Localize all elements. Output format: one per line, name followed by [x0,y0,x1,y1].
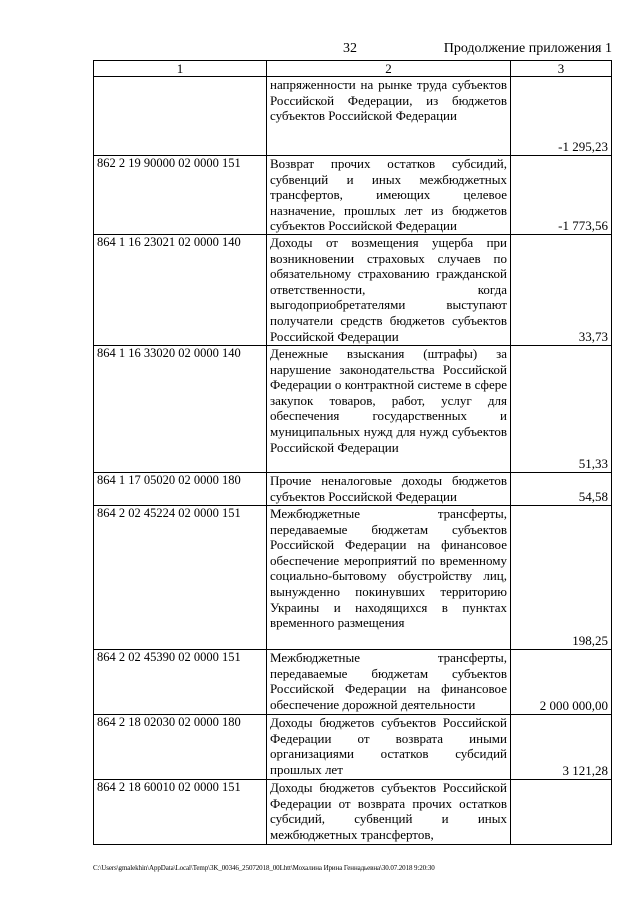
table-row [94,715,612,780]
row-code [94,77,267,156]
row-amount: 3 121,28 [511,715,612,780]
table-row [94,780,612,845]
table-row [94,650,612,715]
row-description: Денежные взыскания (штрафы) за нарушение законодательства Российской Федерации о контрактной системе в сфере закупок товаров, работ, услуг для обеспечения государственных и муниципальных нужд для нужд субъектов Российской Федерации [267,346,511,473]
appendix-continuation-label: Продолжение приложения 1 [443,41,612,56]
row-code: 864 1 16 33020 02 0000 140 [94,346,267,473]
row-code: 864 1 17 05020 02 0000 180 [94,473,267,506]
row-code: 864 2 18 60010 02 0000 151 [94,780,267,845]
row-amount: -1 773,56 [511,156,612,235]
row-amount: 51,33 [511,346,612,473]
row-amount: 33,73 [511,235,612,346]
budget-revenue-table [93,60,612,845]
table-body [94,77,612,845]
row-code: 862 2 19 90000 02 0000 151 [94,156,267,235]
column-header-description: 2 [267,61,511,77]
row-code: 864 2 02 45224 02 0000 151 [94,506,267,650]
table-row [94,346,612,473]
row-description: Доходы от возмещения ущерба при возникновении страховых случаев по обязательному страхованию гражданской ответственности, когда выгодоприобретателями выступают получатели средств бюджетов субъектов Российской Федерации [267,235,511,346]
table-row [94,156,612,235]
table-row [94,473,612,506]
row-code: 864 2 02 45390 02 0000 151 [94,650,267,715]
row-description: Межбюджетные трансферты, передаваемые бюджетам субъектов Российской Федерации на финансовое обеспечение дорожной деятельности [267,650,511,715]
page-number: 32 [343,41,357,56]
row-amount: -1 295,23 [511,77,612,156]
table-header [94,61,612,77]
table-row [94,506,612,650]
row-amount [511,780,612,845]
row-code: 864 2 18 02030 02 0000 180 [94,715,267,780]
row-amount: 54,58 [511,473,612,506]
row-amount: 198,25 [511,506,612,650]
row-amount: 2 000 000,00 [511,650,612,715]
row-description: Доходы бюджетов субъектов Российской Федерации от возврата иными организациями остатков субсидий прошлых лет [267,715,511,780]
table-row [94,235,612,346]
table-row [94,77,612,156]
column-header-amount: 3 [511,61,612,77]
row-description: Доходы бюджетов субъектов Российской Федерации от возврата прочих остатков субсидий, субвенций и иных межбюджетных трансфертов, [267,780,511,845]
row-description: Возврат прочих остатков субсидий, субвенций и иных межбюджетных трансфертов, имеющих целевое назначение, прошлых лет из бюджетов субъектов Российской Федерации [267,156,511,235]
table-header-row [94,61,612,77]
footer-file-path: C:\Users\gmalekhin\AppData\Local\Temp\3K_00346_25072018_00Lhtt\Мохалина Ирина Геннадьевна\30.07.2018 9:20:30 [93,864,435,872]
row-description: напряженности на рынке труда субъектов Российской Федерации, из бюджетов субъектов Российской Федерации [267,77,511,156]
row-description: Межбюджетные трансферты, передаваемые бюджетам субъектов Российской Федерации на финансовое обеспечение мероприятий по временному социально-бытовому обустройству лиц, вынужденно покинувших территорию Украины и находящихся в пунктах временного размещения [267,506,511,650]
row-description: Прочие неналоговые доходы бюджетов субъектов Российской Федерации [267,473,511,506]
row-code: 864 1 16 23021 02 0000 140 [94,235,267,346]
column-header-code: 1 [94,61,267,77]
